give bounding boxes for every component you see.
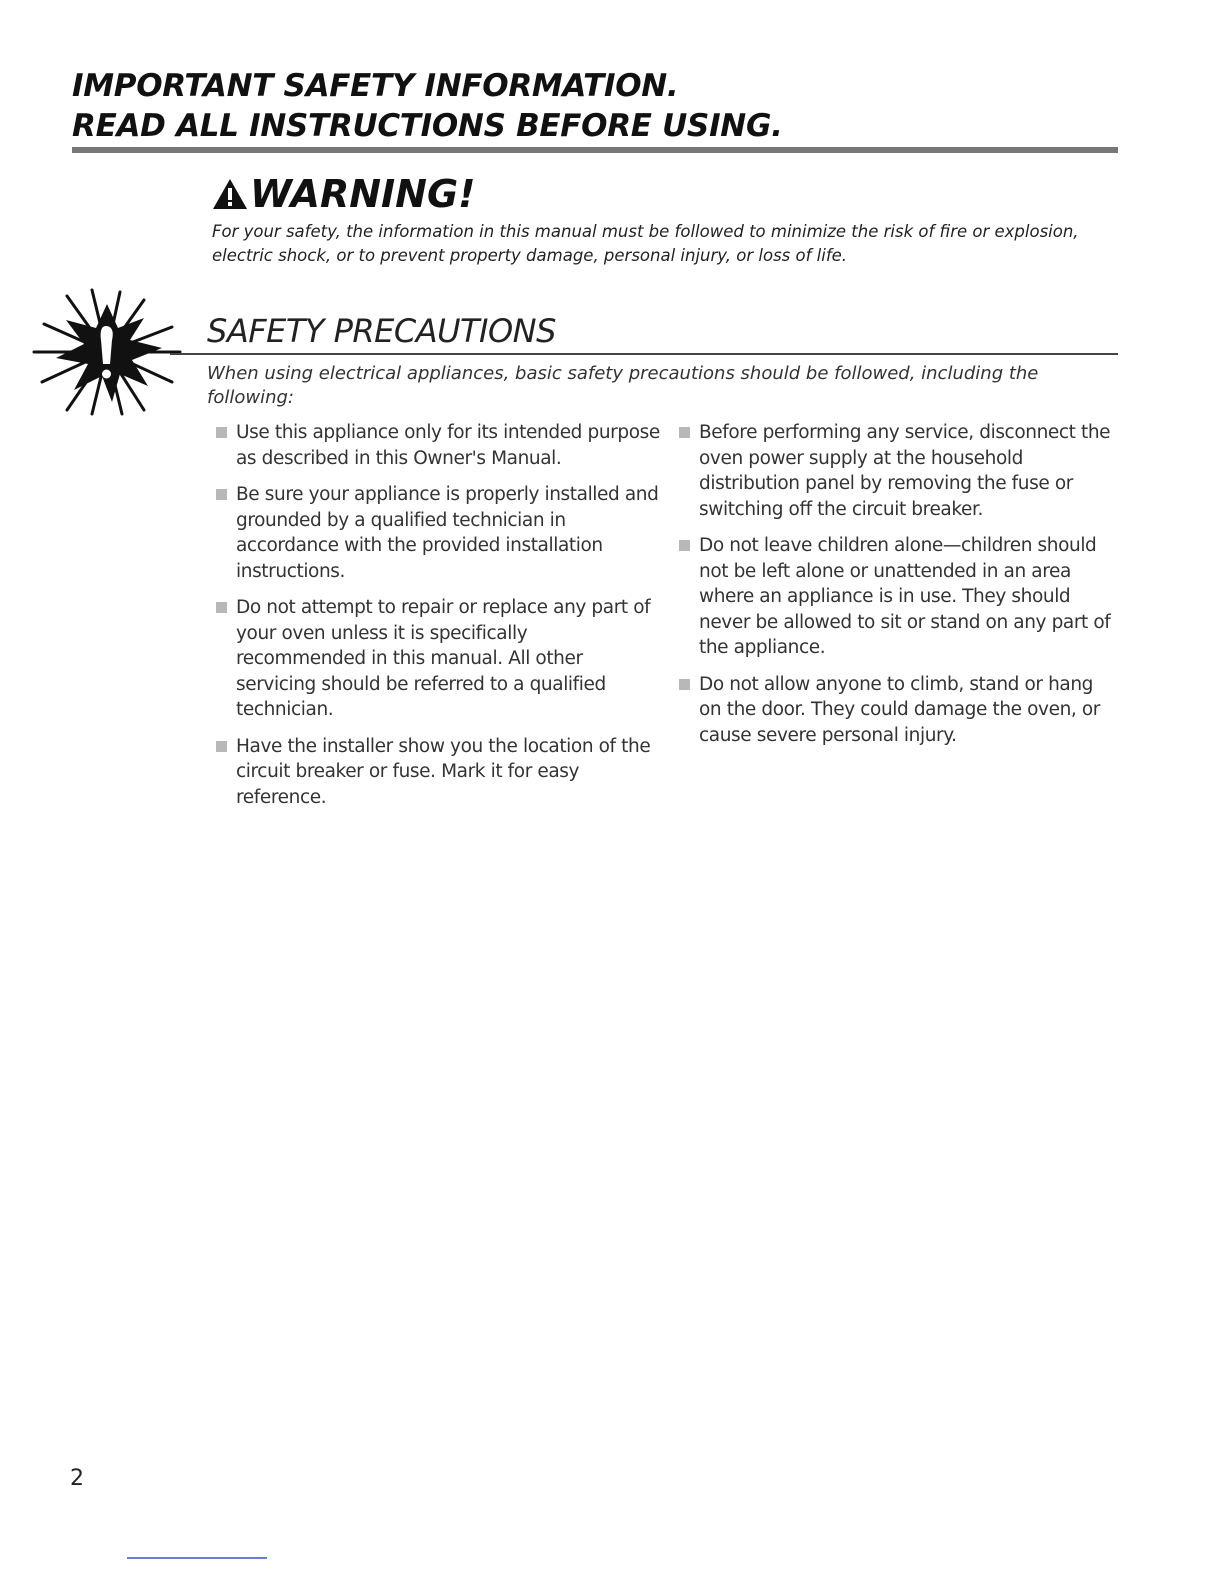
page-number: 2 — [70, 1466, 84, 1491]
list-item-text: Be sure your appliance is properly installed and grounded by a qualified technician in accordance with the provided installation instructions. — [236, 484, 659, 582]
warning-title-text: WARNING! — [250, 172, 476, 216]
list-item-text: Do not attempt to repair or replace any part of your oven unless it is specifically recommended in this manual. All other servicing should be referred to a qualified technician. — [236, 597, 651, 720]
list-item-text: Do not leave children alone—children should not be left alone or unattended in an area where an appliance is in use. They should never be allowed to sit or stand on any part of the appliance. — [699, 535, 1111, 658]
list-item — [216, 482, 661, 584]
list-item-text: Before performing any service, disconnect the oven power supply at the household distribution panel by removing the fuse or switching off the circuit breaker. — [699, 422, 1111, 520]
bullet-square-icon — [216, 602, 227, 613]
bullet-square-icon — [679, 427, 690, 438]
bullet-square-icon — [216, 741, 227, 752]
warning-triangle-icon — [212, 178, 248, 210]
section-title: SAFETY PRECAUTIONS — [207, 312, 556, 350]
list-item-text: Have the installer show you the location of the circuit breaker or fuse. Mark it for easy reference. — [236, 735, 651, 808]
header-line-1: IMPORTANT SAFETY INFORMATION. — [72, 68, 679, 104]
list-item — [216, 420, 661, 471]
exclamation-burst-icon — [22, 282, 192, 422]
warning-title — [212, 172, 476, 216]
warning-text: For your safety, the information in this manual must be followed to minimize the risk of fire or explosion, electric shock, or to prevent property damage, personal injury, or loss of life. — [212, 222, 1079, 265]
bullet-square-icon — [679, 540, 690, 551]
list-item — [679, 420, 1119, 522]
list-item-text: Do not allow anyone to climb, stand or hang on the door. They could damage the oven, or cause severe personal injury. — [699, 673, 1100, 746]
precautions-left-column — [216, 420, 661, 810]
header-line-2: READ ALL INSTRUCTIONS BEFORE USING. — [72, 108, 783, 144]
section-divider — [170, 353, 1118, 355]
list-item — [216, 734, 661, 811]
list-item — [216, 595, 661, 723]
header-divider — [72, 147, 1118, 153]
precautions-right-column — [679, 420, 1119, 748]
bullet-square-icon — [216, 427, 227, 438]
list-item — [679, 533, 1119, 661]
section-intro: When using electrical appliances, basic safety precautions should be followed, including the following: — [207, 363, 1039, 408]
list-item-text: Use this appliance only for its intended purpose as described in this Owner's Manual. — [236, 422, 660, 469]
footer-rule — [127, 1557, 267, 1559]
bullet-square-icon — [216, 489, 227, 500]
list-item — [679, 672, 1119, 749]
bullet-square-icon — [679, 679, 690, 690]
